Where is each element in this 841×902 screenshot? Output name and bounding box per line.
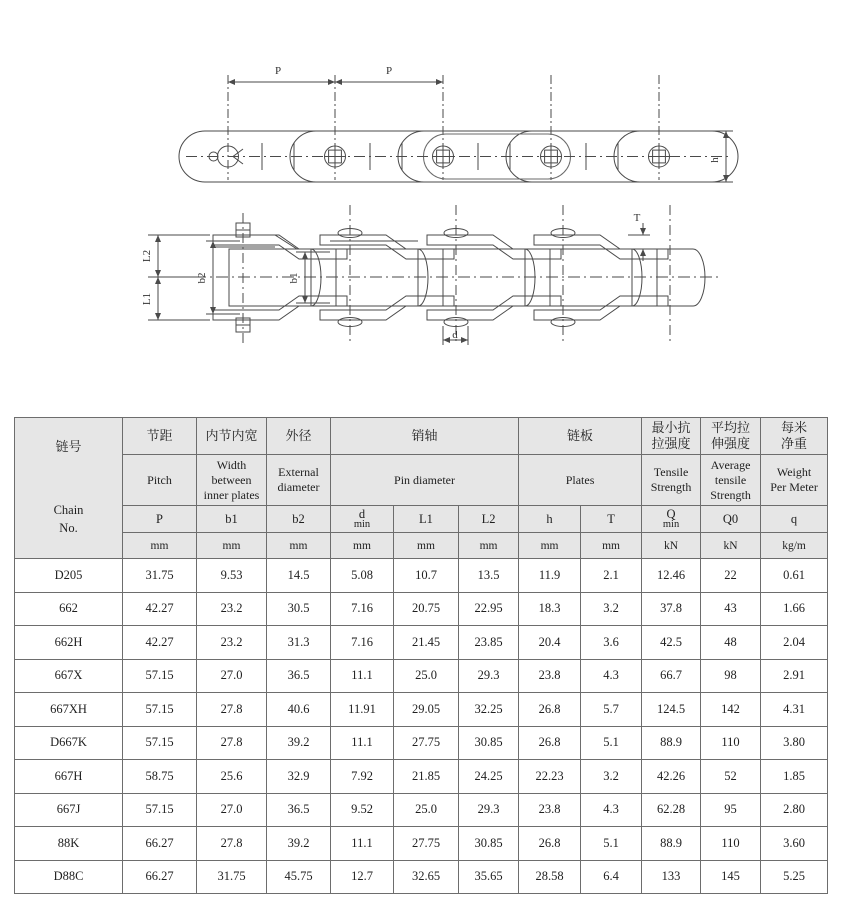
cell-p: 66.27 bbox=[123, 827, 197, 861]
cell-chain-model: D667K bbox=[15, 726, 123, 760]
cell-q0: 110 bbox=[701, 726, 761, 760]
header-symbol-q bbox=[642, 506, 701, 533]
cell-b2: 30.5 bbox=[267, 592, 331, 626]
cell-h: 18.3 bbox=[519, 592, 581, 626]
cell-t: 5.1 bbox=[581, 726, 642, 760]
cell-h: 28.58 bbox=[519, 860, 581, 894]
cell-q0: 142 bbox=[701, 693, 761, 727]
header-symbol-h: h bbox=[519, 506, 581, 533]
header-unit-b1: mm bbox=[197, 533, 267, 559]
cell-q0: 145 bbox=[701, 860, 761, 894]
cell-b1: 27.0 bbox=[197, 659, 267, 693]
table-row bbox=[15, 760, 828, 794]
cell-weight: 1.66 bbox=[761, 592, 828, 626]
cell-p: 57.15 bbox=[123, 659, 197, 693]
header-unit-t: mm bbox=[581, 533, 642, 559]
header-group-pin-cn: 销轴 bbox=[331, 418, 519, 455]
cell-weight: 5.25 bbox=[761, 860, 828, 894]
cell-d: 11.91 bbox=[331, 693, 394, 727]
header-symbol-p: P bbox=[123, 506, 197, 533]
header-group-tensile-cn: 最小抗 拉强度 bbox=[642, 418, 701, 455]
cell-weight: 2.91 bbox=[761, 659, 828, 693]
cell-q: 88.9 bbox=[642, 827, 701, 861]
header-group-pin-en: Pin diameter bbox=[331, 455, 519, 506]
cell-t: 4.3 bbox=[581, 659, 642, 693]
cell-q: 12.46 bbox=[642, 559, 701, 593]
cell-d: 11.1 bbox=[331, 726, 394, 760]
cell-chain-model: 667X bbox=[15, 659, 123, 693]
cell-h: 26.8 bbox=[519, 693, 581, 727]
dim-label-b2: b2 bbox=[196, 272, 208, 284]
cell-t: 6.4 bbox=[581, 860, 642, 894]
cell-b1: 27.8 bbox=[197, 726, 267, 760]
cell-b2: 45.75 bbox=[267, 860, 331, 894]
dim-label-height-h: h bbox=[709, 157, 721, 163]
cell-weight: 3.60 bbox=[761, 827, 828, 861]
table-row bbox=[15, 693, 828, 727]
cell-chain-model: 662H bbox=[15, 626, 123, 660]
table-row bbox=[15, 860, 828, 894]
header-symbol-l2: L2 bbox=[459, 506, 519, 533]
header-unit-b2: mm bbox=[267, 533, 331, 559]
header-row-units bbox=[15, 533, 828, 559]
cell-p: 42.27 bbox=[123, 626, 197, 660]
cell-q0: 110 bbox=[701, 827, 761, 861]
cell-q: 124.5 bbox=[642, 693, 701, 727]
dim-label-t: T bbox=[633, 212, 641, 224]
cell-q0: 43 bbox=[701, 592, 761, 626]
header-unit-d: mm bbox=[331, 533, 394, 559]
cell-q: 37.8 bbox=[642, 592, 701, 626]
header-symbol-q-main: Q bbox=[666, 506, 676, 521]
cell-b2: 14.5 bbox=[267, 559, 331, 593]
cell-b1: 9.53 bbox=[197, 559, 267, 593]
cell-b1: 25.6 bbox=[197, 760, 267, 794]
table-row bbox=[15, 659, 828, 693]
cell-b2: 39.2 bbox=[267, 726, 331, 760]
cell-h: 23.8 bbox=[519, 659, 581, 693]
dim-label-d: d bbox=[452, 329, 458, 341]
cell-t: 3.6 bbox=[581, 626, 642, 660]
cell-l2: 23.85 bbox=[459, 626, 519, 660]
header-unit-weight: kg/m bbox=[761, 533, 828, 559]
cell-d: 7.16 bbox=[331, 592, 394, 626]
header-chain-no-cn: 链号 bbox=[55, 439, 82, 455]
header-symbol-t: T bbox=[581, 506, 642, 533]
header-row-chinese bbox=[15, 418, 828, 455]
dim-label-pitch-2: P bbox=[385, 65, 393, 77]
header-group-weight-cn: 每米 净重 bbox=[761, 418, 828, 455]
cell-p: 42.27 bbox=[123, 592, 197, 626]
header-group-pitch-cn: 节距 bbox=[123, 418, 197, 455]
cell-b2: 32.9 bbox=[267, 760, 331, 794]
cell-l1: 27.75 bbox=[394, 827, 459, 861]
cell-b1: 23.2 bbox=[197, 592, 267, 626]
specification-table bbox=[14, 417, 828, 894]
cell-b1: 27.8 bbox=[197, 827, 267, 861]
header-group-tensile-en: Tensile Strength bbox=[642, 455, 701, 506]
cell-l1: 21.45 bbox=[394, 626, 459, 660]
cell-q: 62.28 bbox=[642, 793, 701, 827]
dim-label-pitch-1: P bbox=[274, 65, 282, 77]
cell-d: 7.16 bbox=[331, 626, 394, 660]
header-group-external-dia-en: External diameter bbox=[267, 455, 331, 506]
cell-q: 42.26 bbox=[642, 760, 701, 794]
cell-l1: 32.65 bbox=[394, 860, 459, 894]
cell-h: 23.8 bbox=[519, 793, 581, 827]
header-symbol-d bbox=[331, 506, 394, 533]
cell-p: 31.75 bbox=[123, 559, 197, 593]
cell-l2: 32.25 bbox=[459, 693, 519, 727]
cell-l1: 27.75 bbox=[394, 726, 459, 760]
chain-plan-view bbox=[0, 195, 841, 385]
table-row bbox=[15, 592, 828, 626]
cell-t: 3.2 bbox=[581, 592, 642, 626]
dim-label-l1: L1 bbox=[141, 292, 153, 306]
cell-l2: 29.3 bbox=[459, 659, 519, 693]
cell-q0: 98 bbox=[701, 659, 761, 693]
cell-b2: 39.2 bbox=[267, 827, 331, 861]
cell-chain-model: 662 bbox=[15, 592, 123, 626]
cell-l1: 25.0 bbox=[394, 793, 459, 827]
cell-b1: 31.75 bbox=[197, 860, 267, 894]
cell-h: 20.4 bbox=[519, 626, 581, 660]
cell-weight: 2.80 bbox=[761, 793, 828, 827]
header-chain-no bbox=[15, 418, 123, 559]
cell-b2: 36.5 bbox=[267, 793, 331, 827]
cell-t: 2.1 bbox=[581, 559, 642, 593]
cell-b1: 23.2 bbox=[197, 626, 267, 660]
cell-h: 26.8 bbox=[519, 726, 581, 760]
header-unit-l1: mm bbox=[394, 533, 459, 559]
header-group-width-inner-cn: 内节内宽 bbox=[197, 418, 267, 455]
header-group-plates-en: Plates bbox=[519, 455, 642, 506]
header-symbol-q-sub: min bbox=[662, 519, 680, 530]
cell-weight: 4.31 bbox=[761, 693, 828, 727]
header-symbol-b1: b1 bbox=[197, 506, 267, 533]
table-row bbox=[15, 559, 828, 593]
cell-p: 57.15 bbox=[123, 793, 197, 827]
header-group-pitch-en: Pitch bbox=[123, 455, 197, 506]
cell-d: 11.1 bbox=[331, 827, 394, 861]
cell-h: 22.23 bbox=[519, 760, 581, 794]
table-header bbox=[15, 418, 828, 559]
cell-p: 66.27 bbox=[123, 860, 197, 894]
cell-t: 5.7 bbox=[581, 693, 642, 727]
cell-d: 12.7 bbox=[331, 860, 394, 894]
table-row bbox=[15, 827, 828, 861]
cell-chain-model: 667J bbox=[15, 793, 123, 827]
header-group-external-dia-cn: 外径 bbox=[267, 418, 331, 455]
cell-d: 5.08 bbox=[331, 559, 394, 593]
header-chain-no-en: Chain No. bbox=[53, 503, 84, 536]
header-symbol-d-main: d bbox=[358, 506, 366, 521]
header-symbol-weight: q bbox=[761, 506, 828, 533]
cell-q: 66.7 bbox=[642, 659, 701, 693]
header-symbol-b2: b2 bbox=[267, 506, 331, 533]
cell-chain-model: 667H bbox=[15, 760, 123, 794]
cell-weight: 2.04 bbox=[761, 626, 828, 660]
header-group-plates-cn: 链板 bbox=[519, 418, 642, 455]
header-row-english bbox=[15, 455, 828, 506]
cell-q0: 52 bbox=[701, 760, 761, 794]
cell-q: 88.9 bbox=[642, 726, 701, 760]
cell-l2: 29.3 bbox=[459, 793, 519, 827]
cell-weight: 1.85 bbox=[761, 760, 828, 794]
chain-side-elevation bbox=[0, 30, 841, 190]
header-unit-l2: mm bbox=[459, 533, 519, 559]
cell-d: 7.92 bbox=[331, 760, 394, 794]
cell-l2: 24.25 bbox=[459, 760, 519, 794]
cell-weight: 0.61 bbox=[761, 559, 828, 593]
cell-p: 57.15 bbox=[123, 726, 197, 760]
header-group-avg-tensile-en: Average tensile Strength bbox=[701, 455, 761, 506]
cell-l2: 30.85 bbox=[459, 726, 519, 760]
table-row bbox=[15, 793, 828, 827]
cell-l2: 13.5 bbox=[459, 559, 519, 593]
cell-chain-model: D88C bbox=[15, 860, 123, 894]
cell-q0: 22 bbox=[701, 559, 761, 593]
header-symbol-d-sub: min bbox=[353, 519, 371, 530]
cell-q: 42.5 bbox=[642, 626, 701, 660]
header-symbol-l1: L1 bbox=[394, 506, 459, 533]
cell-h: 11.9 bbox=[519, 559, 581, 593]
header-group-avg-tensile-cn: 平均拉 伸强度 bbox=[701, 418, 761, 455]
header-unit-q: kN bbox=[642, 533, 701, 559]
cell-d: 11.1 bbox=[331, 659, 394, 693]
cell-weight: 3.80 bbox=[761, 726, 828, 760]
cell-b1: 27.0 bbox=[197, 793, 267, 827]
header-group-width-inner-en: Width between inner plates bbox=[197, 455, 267, 506]
cell-chain-model: D205 bbox=[15, 559, 123, 593]
header-unit-q0: kN bbox=[701, 533, 761, 559]
cell-p: 58.75 bbox=[123, 760, 197, 794]
cell-p: 57.15 bbox=[123, 693, 197, 727]
header-unit-h: mm bbox=[519, 533, 581, 559]
cell-l1: 20.75 bbox=[394, 592, 459, 626]
dim-label-b1: b1 bbox=[288, 272, 300, 284]
table-row bbox=[15, 626, 828, 660]
cell-q: 133 bbox=[642, 860, 701, 894]
specification-table-container bbox=[14, 417, 827, 894]
cell-t: 3.2 bbox=[581, 760, 642, 794]
header-group-weight-en: Weight Per Meter bbox=[761, 455, 828, 506]
cell-b2: 36.5 bbox=[267, 659, 331, 693]
cell-b2: 31.3 bbox=[267, 626, 331, 660]
header-row-symbols bbox=[15, 506, 828, 533]
cell-l1: 21.85 bbox=[394, 760, 459, 794]
table-body bbox=[15, 559, 828, 894]
cell-q0: 95 bbox=[701, 793, 761, 827]
cell-l2: 30.85 bbox=[459, 827, 519, 861]
cell-d: 9.52 bbox=[331, 793, 394, 827]
cell-l2: 35.65 bbox=[459, 860, 519, 894]
cell-t: 5.1 bbox=[581, 827, 642, 861]
cell-l2: 22.95 bbox=[459, 592, 519, 626]
dim-label-l2: L2 bbox=[141, 249, 153, 263]
cell-t: 4.3 bbox=[581, 793, 642, 827]
cell-l1: 29.05 bbox=[394, 693, 459, 727]
cell-h: 26.8 bbox=[519, 827, 581, 861]
cell-b1: 27.8 bbox=[197, 693, 267, 727]
cell-b2: 40.6 bbox=[267, 693, 331, 727]
cell-chain-model: 88K bbox=[15, 827, 123, 861]
table-row bbox=[15, 726, 828, 760]
cell-chain-model: 667XH bbox=[15, 693, 123, 727]
header-symbol-q0: Q0 bbox=[701, 506, 761, 533]
cell-l1: 25.0 bbox=[394, 659, 459, 693]
cell-l1: 10.7 bbox=[394, 559, 459, 593]
header-unit-p: mm bbox=[123, 533, 197, 559]
cell-q0: 48 bbox=[701, 626, 761, 660]
